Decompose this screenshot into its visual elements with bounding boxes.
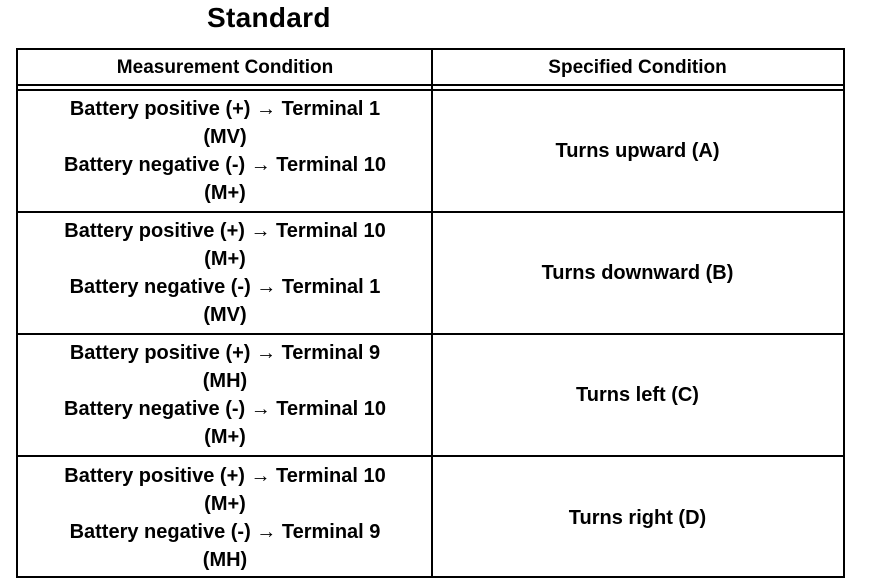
standard-table — [16, 48, 845, 578]
measurement-line: Battery negative (-) → Terminal 10 — [64, 154, 386, 176]
specified-condition-cell: Turns downward (B) — [541, 262, 734, 284]
specified-condition-cell: Turns left (C) — [576, 384, 699, 406]
measurement-line: (M+) — [204, 182, 246, 204]
measurement-condition-cell — [18, 213, 432, 333]
header-measurement-condition: Measurement Condition — [116, 57, 334, 78]
measurement-line: Battery positive (+) → Terminal 9 — [69, 342, 381, 364]
table-row — [18, 457, 843, 579]
measurement-line: Battery positive (+) → Terminal 1 — [69, 98, 381, 120]
measurement-line: Battery negative (-) → Terminal 9 — [69, 521, 381, 543]
measurement-line: Battery positive (+) → Terminal 10 — [64, 465, 386, 487]
measurement-line: Battery negative (-) → Terminal 1 — [69, 276, 381, 298]
table-row — [18, 91, 843, 213]
measurement-condition-cell — [18, 91, 432, 211]
table-row — [18, 335, 843, 457]
header-specified-condition: Specified Condition — [548, 57, 727, 78]
measurement-condition-cell — [18, 335, 432, 455]
specified-condition-cell: Turns upward (A) — [555, 140, 720, 162]
measurement-condition-cell — [18, 457, 432, 579]
measurement-line: (MV) — [203, 126, 247, 148]
table-header-row — [18, 50, 843, 86]
page-title: Standard — [207, 2, 331, 33]
measurement-line: Battery negative (-) → Terminal 10 — [64, 398, 386, 420]
measurement-line: (MV) — [203, 304, 247, 326]
measurement-line: (M+) — [204, 493, 246, 515]
measurement-line: (M+) — [204, 248, 246, 270]
specified-condition-cell: Turns right (D) — [568, 507, 707, 529]
measurement-line: Battery positive (+) → Terminal 10 — [64, 220, 386, 242]
measurement-line: (MH) — [202, 549, 248, 571]
table-row — [18, 213, 843, 335]
measurement-line: (M+) — [204, 426, 246, 448]
measurement-line: (MH) — [202, 370, 248, 392]
